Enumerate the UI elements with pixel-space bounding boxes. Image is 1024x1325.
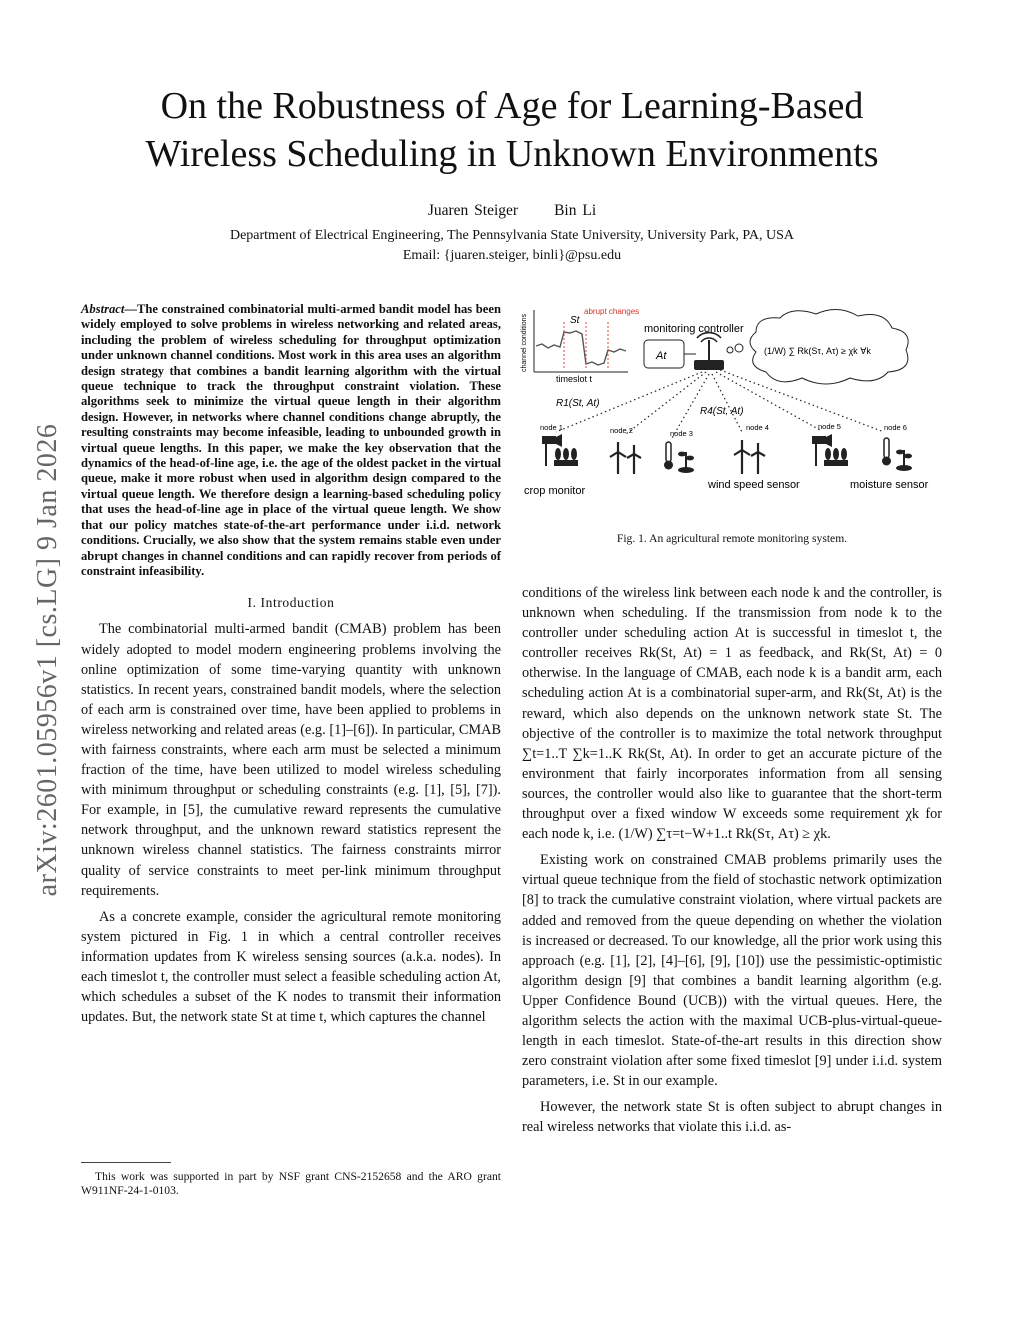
y-axis-label: channel conditions bbox=[521, 314, 528, 372]
state-label: St bbox=[570, 315, 580, 326]
thermometer-icon bbox=[882, 438, 891, 466]
node-6-label: node 6 bbox=[884, 423, 907, 432]
affiliation: Department of Electrical Engineering, The Pennsylvania State University, University Park, PA, USA bbox=[229, 228, 795, 243]
author-list bbox=[90, 202, 934, 220]
router-icon bbox=[694, 333, 724, 370]
x-axis-label: timeslot t bbox=[556, 374, 593, 384]
constraint-text: (1/W) ∑ Rk(Sτ, Aτ) ≥ χk ∀k bbox=[764, 346, 871, 356]
affiliation-block bbox=[90, 226, 934, 266]
abstract-text: —The constrained combinatorial multi-armed bandit model has been widely employed to solve problems in wireless networking and related areas, including the problem of wireless scheduling for throughput optimization under unknown channel conditions. Most work in this area uses an algorithm design strategy that combines a bandit learning algorithm with the virtual queue technique to track the throughput constraint violation. These algorithms seek to minimize the virtual queue length in their algorithm design. However, in networks where channel conditions change abruptly, the resulting constraints may become infeasible, leading to unbounded growth in virtual queue lengths. In this paper, we make the key observation that the dynamics of the head-of-line age, i.e. the age of the oldest packet in the virtual queue, make it more robust when used in algorithm design compared to the virtual queue length. We therefore design a learning-based scheduling policy that uses the head-of-line age in place of the virtual queue length. We show that our policy matches state-of-the-art performance under i.i.d. network conditions. Crucially, we also show that the system remains stable even under abrupt changes in channel conditions and can rapidly recover from periods of constraint infeasibility. bbox=[81, 302, 501, 578]
node-4-label: node 4 bbox=[746, 423, 769, 432]
wind-turbine-icon bbox=[610, 442, 641, 474]
right-paragraph-1: conditions of the wireless link between each node k and the controller, is unknown when scheduling. If the transmission from node k to the controller under scheduling action At is successful in timeslot t, the controller receives Rk(St, At) = 1 as feedback, and Rk(St, At) = 0 otherwise. In the language of CMAB, each node k is a bandit arm, each scheduling action At is a combinatorial super-arm, and Rk(St, At) is the reward, which also depends on the unknown network state St. The objective of the controller is to maximize the total network throughput ∑t=1..T ∑k=1..K Rk(St, At). In order to get an accurate picture of the environment that fairly incorporates information from all sensing sources, the controller would also like to guarantee that the short-term throughput over a fixed window W exceeds some requirement χk for each node k, i.e. (1/W) ∑τ=t−W+1..t Rk(Sτ, Aτ) ≥ χk. bbox=[522, 585, 942, 843]
node-3-label: node 3 bbox=[670, 429, 693, 438]
arxiv-sidebar bbox=[28, 380, 68, 940]
plant-icon bbox=[678, 452, 694, 473]
intro-paragraph-1: The combinatorial multi-armed bandit (CMAB) problem has been widely adopted to model modern engineering problems involving the online optimization of some time-varying quantity with unknown statistics. In recent years, constrained bandit models, where the selection of each arm is constrained over time, have been applied to problems in wireless networking and related areas (e.g. [1]–[6]). In particular, CMAB with fairness constraints, where each arm must be selected a minimum fraction of the time, have been utilized to model wireless scheduling with minimum throughput or scheduling constraints (e.g. [1], [5], [7]). For example, in [5], the cumulative reward represents the cumulative network throughput, and the unknown reward statistics represent the unknown wireless channel statistics. The fairness constraints mirror quality of service constraints to meet per-link minimum throughput requirements. bbox=[81, 621, 501, 899]
right-paragraph-3: However, the network state St is often subject to abrupt changes in real wireless networks that violate this i.i.d. as- bbox=[522, 1099, 942, 1136]
crop-monitor-label: crop monitor bbox=[524, 485, 586, 497]
arxiv-identifier: arXiv:2601.05956v1 [cs.LG] 9 Jan 2026 bbox=[32, 423, 63, 897]
author-1: Juaren Steiger bbox=[427, 202, 519, 219]
node-1-label: node 1 bbox=[540, 423, 563, 432]
reward-4-label: R4(St, At) bbox=[700, 406, 744, 417]
action-label: At bbox=[656, 350, 667, 362]
plant-icon bbox=[896, 450, 912, 471]
node-2-label: node 2 bbox=[610, 426, 633, 435]
paper-title bbox=[90, 82, 934, 178]
crop-icon bbox=[554, 448, 578, 466]
controller-label: monitoring controller bbox=[644, 323, 744, 335]
footnote-rule bbox=[81, 1162, 171, 1163]
figure-1-illustration bbox=[520, 302, 944, 506]
figure-1 bbox=[520, 302, 944, 506]
channel-trace bbox=[536, 331, 626, 365]
abstract-lead: Abstract bbox=[81, 302, 125, 316]
right-column bbox=[522, 583, 942, 1138]
wind-speed-sensor-label: wind speed sensor bbox=[708, 479, 800, 491]
wind-turbine-icon bbox=[734, 440, 765, 474]
abrupt-changes-label: abrupt changes bbox=[584, 307, 640, 316]
funding-footnote: This work was supported in part by NSF grant CNS-2152658 and the ARO grant W911NF-24-1-0103. bbox=[81, 1170, 501, 1197]
channel-plot bbox=[521, 307, 639, 384]
title-line-2: Wireless Scheduling in Unknown Environments bbox=[145, 133, 879, 175]
right-paragraph-2: Existing work on constrained CMAB problems primarily uses the virtual queue technique from the field of stochastic network optimization [8] to track the cumulative constraint violation, where virtual packets are added and removed from the queue depending on whether the violation is increased or decreased. To our knowledge, all the prior work using this approach (e.g. [1], [2], [4]–[6], [9], [10]) use the pessimistic-optimistic algorithm design [9] that combines a bandit learning algorithm (e.g. Upper Confidence Bound (UCB)) with the virtual queues. Here, the algorithm selects the action with the maximal UCB-plus-virtual-queue-length in each timeslot. State-of-the-art results in this direction show zero constraint violation after some fixed timeslot [9] under i.i.d. system parameters, i.e. St in our example. bbox=[522, 852, 942, 1090]
abstract bbox=[81, 302, 501, 579]
left-column bbox=[81, 302, 501, 1027]
author-2: Bin Li bbox=[554, 202, 597, 219]
constraint-bubble bbox=[727, 309, 908, 384]
figure-1-caption: Fig. 1. An agricultural remote monitoring system. bbox=[616, 532, 848, 545]
section-heading-introduction: I. Introduction bbox=[247, 595, 335, 611]
reward-1-label: R1(St, At) bbox=[556, 398, 600, 409]
node-5-label: node 5 bbox=[818, 422, 841, 431]
title-line-1: On the Robustness of Age for Learning-Based bbox=[160, 85, 864, 127]
intro-paragraph-2: As a concrete example, consider the agricultural remote monitoring system pictured in Fig. 1 in which a central controller receives information updates from K wireless sensing sources (a.k.a. nodes). In each timeslot t, the controller must select a feasible scheduling action At, which schedules a subset of the K nodes to transmit their information updates. But, the network state St at time t, which captures the channel bbox=[81, 908, 501, 1026]
email: Email: {juaren.steiger, binli}@psu.edu bbox=[402, 248, 622, 263]
thermometer-icon bbox=[664, 442, 673, 470]
moisture-sensor-label: moisture sensor bbox=[850, 479, 929, 491]
crop-icon bbox=[824, 448, 848, 466]
